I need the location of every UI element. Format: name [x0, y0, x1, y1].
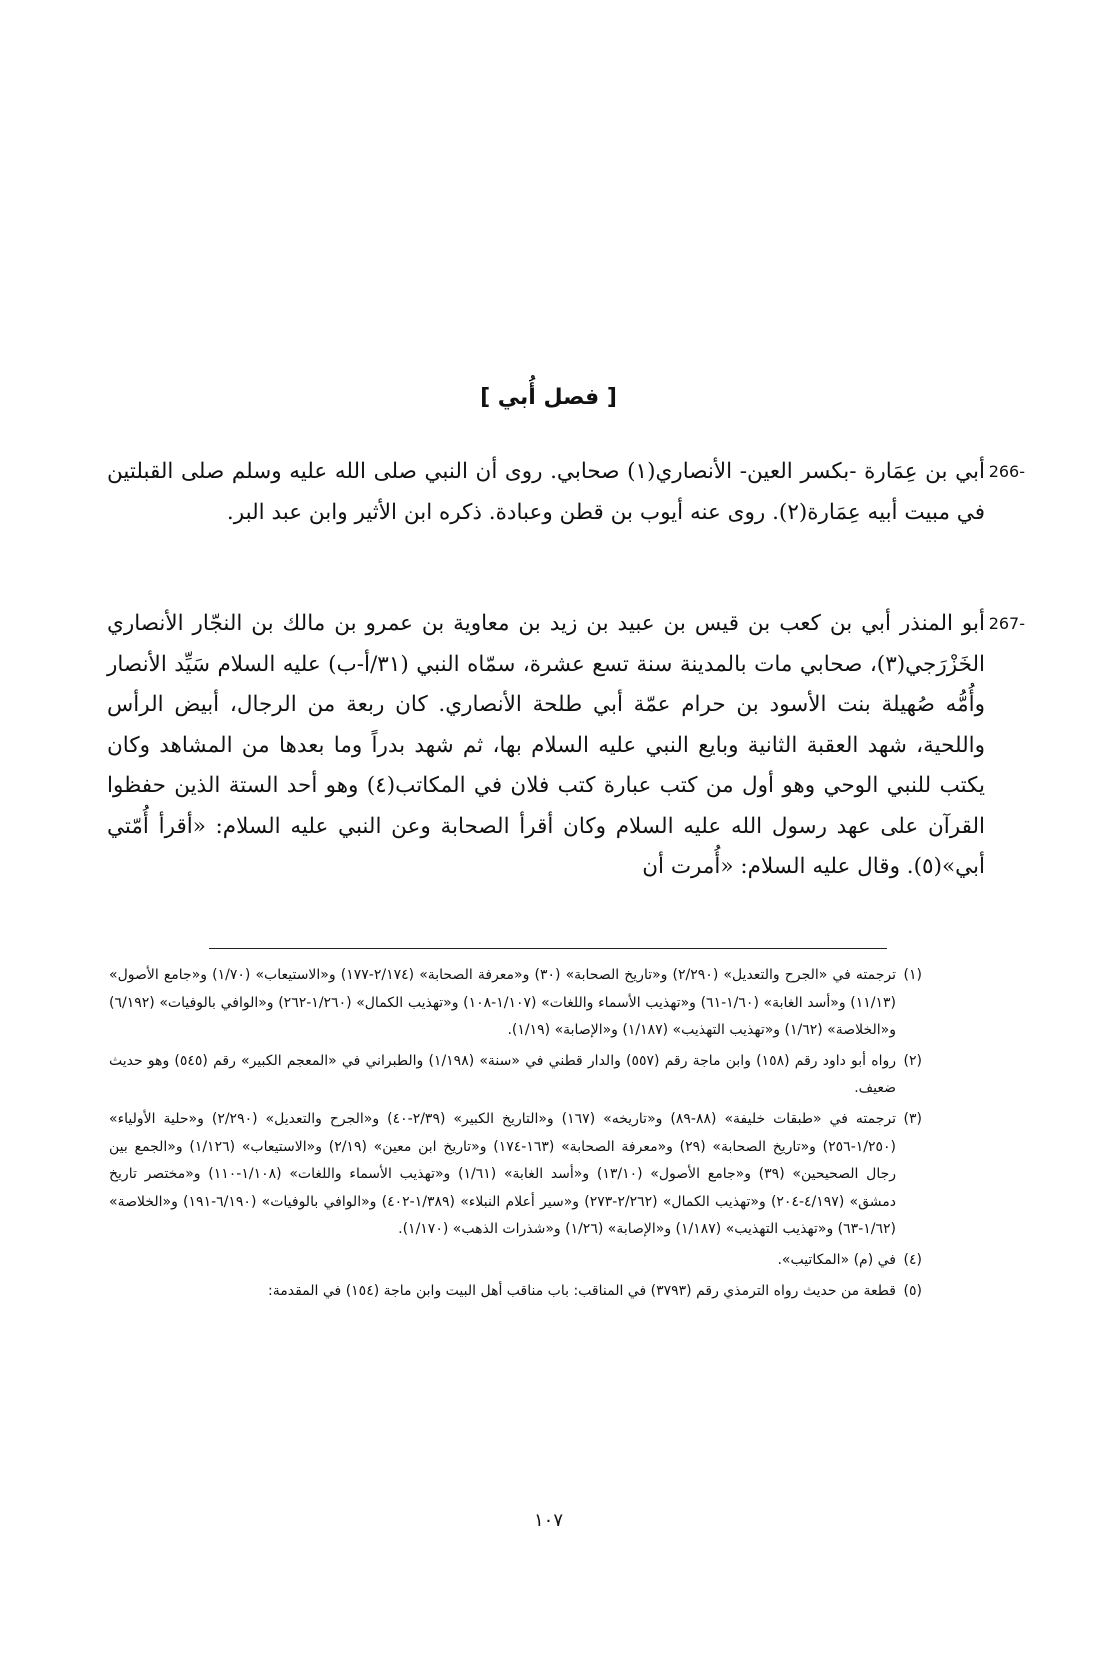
entry-number: 267- [988, 614, 1025, 633]
footnote-marker: (٥) [903, 1282, 922, 1299]
entry-number: 266- [988, 462, 1025, 481]
footnote-5 [109, 1278, 922, 1306]
section-title: [ فصل أُبي ] [480, 385, 617, 410]
footnote-divider [209, 948, 887, 949]
footnote-text: في (م) «المكاتيب». [777, 1251, 896, 1268]
footnote-4 [109, 1247, 922, 1275]
biography-entry-266 [107, 452, 1025, 533]
footnote-marker: (١) [903, 967, 922, 983]
entry-text: أبو المنذر أبي بن كعب بن قيس بن عبيد بن زيد بن معاوية بن عمرو بن مالك بن النجّار الأنصاري الخَزْرَجي(٣)، صحابي مات بالمدينة سنة تسع عشرة، سمّاه النبي (٣١/أ-ب) عليه السلام سَيِّد الأنصار وأُمُّه صُهيلة بنت الأسود بن حرام عمّة أبي طلحة الأنصاري. كان ربعة من الرجال، أبيض الرأس واللحية، شهد العقبة الثانية وبايع النبي عليه السلام بها، ثم شهد بدراً وما بعدها من المشاهد وكان يكتب للنبي الوحي وهو أول من كتب عبارة كتب فلان في المكاتب(٤) وهو أحد الستة الذين حفظوا القرآن على عهد رسول الله عليه السلام وكان أقرأ الصحابة وعن النبي عليه السلام: «أقرأ أُمّتي أبي»(٥). وقال عليه السلام: «أُمرت أن [107, 611, 985, 879]
footnotes [109, 962, 922, 1308]
footnote-2 [109, 1048, 922, 1103]
entry-text: أبي بن عِمَارة -بكسر العين- الأنصاري(١) صحابي. روى أن النبي صلى الله عليه وسلم صلى القبلتين في مبيت أبيه عِمَارة(٢). روى عنه أيوب بن قطن وعبادة. ذكره ابن الأثير وابن عبد البر. [107, 459, 985, 525]
footnote-text: ترجمته في «الجرح والتعديل» (٢/٢٩٠) و«تاريخ الصحابة» (٣٠) و«معرفة الصحابة» (٢/١٧٤-١٧٧) و«الاستيعاب» (١/٧٠) و«جامع الأصول» (١١/١٣) و«أسد الغابة» (١/٦٠-٦١) و«تهذيب الأسماء واللغات» (١/١٠٧-١٠٨) و«تهذيب الكمال» (١/٢٦٠-٢٦٢) و«الوافي بالوفيات» (٦/١٩٢) و«الخلاصة» (١/٦٢) و«تهذيب التهذيب» (١/١٨٧) و«الإصابة» (١/١٩). [109, 967, 897, 1039]
footnote-text: ترجمته في «طبقات خليفة» (٨٨-٨٩) و«تاريخه» (١٦٧) و«التاريخ الكبير» (٢/٣٩-٤٠) و«الجرح والتعديل» (٢/٢٩٠) و«حلية الأولياء» (١/٢٥٠-٢٥٦) و«تاريخ الصحابة» (٢٩) و«معرفة الصحابة» (١٦٣-١٧٤) و«تاريخ ابن معين» (٢/١٩) و«الاستيعاب» (١/١٢٦) و«الجمع بين رجال الصحيحين» (٣٩) و«جامع الأصول» (١٣/١٠) و«أسد الغابة» (١/٦١) و«تهذيب الأسماء واللغات» (١/١٠٨-١١٠) و«مختصر تاريخ دمشق» (٤/١٩٧-٢٠٤) و«تهذيب الكمال» (٢/٢٦٢-٢٧٣) و«سير أعلام النبلاء» (١/٣٨٩-٤٠٢) و«الوافي بالوفيات» (٦/١٩٠-١٩١) و«الخلاصة» (١/٦٢-٦٣) و«تهذيب التهذيب» (١/١٨٧) و«الإصابة» (١/٢٦) و«شذرات الذهب» (١/١٧٠). [109, 1110, 897, 1238]
page-number: ١٠٧ [533, 1510, 563, 1531]
footnote-text: قطعة من حديث رواه الترمذي رقم (٣٧٩٣) في المناقب: باب مناقب أهل البيت وابن ماجة (١٥٤) في المقدمة: [268, 1282, 896, 1299]
footnote-text: رواه أبو داود رقم (١٥٨) وابن ماجة رقم (٥٥٧) والدار قطني في «سنة» (١/١٩٨) والطبراني في «المعجم الكبير» رقم (٥٤٥) وهو حديث ضعيف. [109, 1052, 896, 1097]
footnote-marker: (٢) [903, 1052, 922, 1069]
footnote-marker: (٤) [903, 1251, 922, 1268]
biography-entry-267 [107, 604, 1025, 888]
footnote-3 [109, 1106, 922, 1244]
footnote-marker: (٣) [903, 1110, 922, 1127]
footnote-1 [109, 962, 922, 1045]
